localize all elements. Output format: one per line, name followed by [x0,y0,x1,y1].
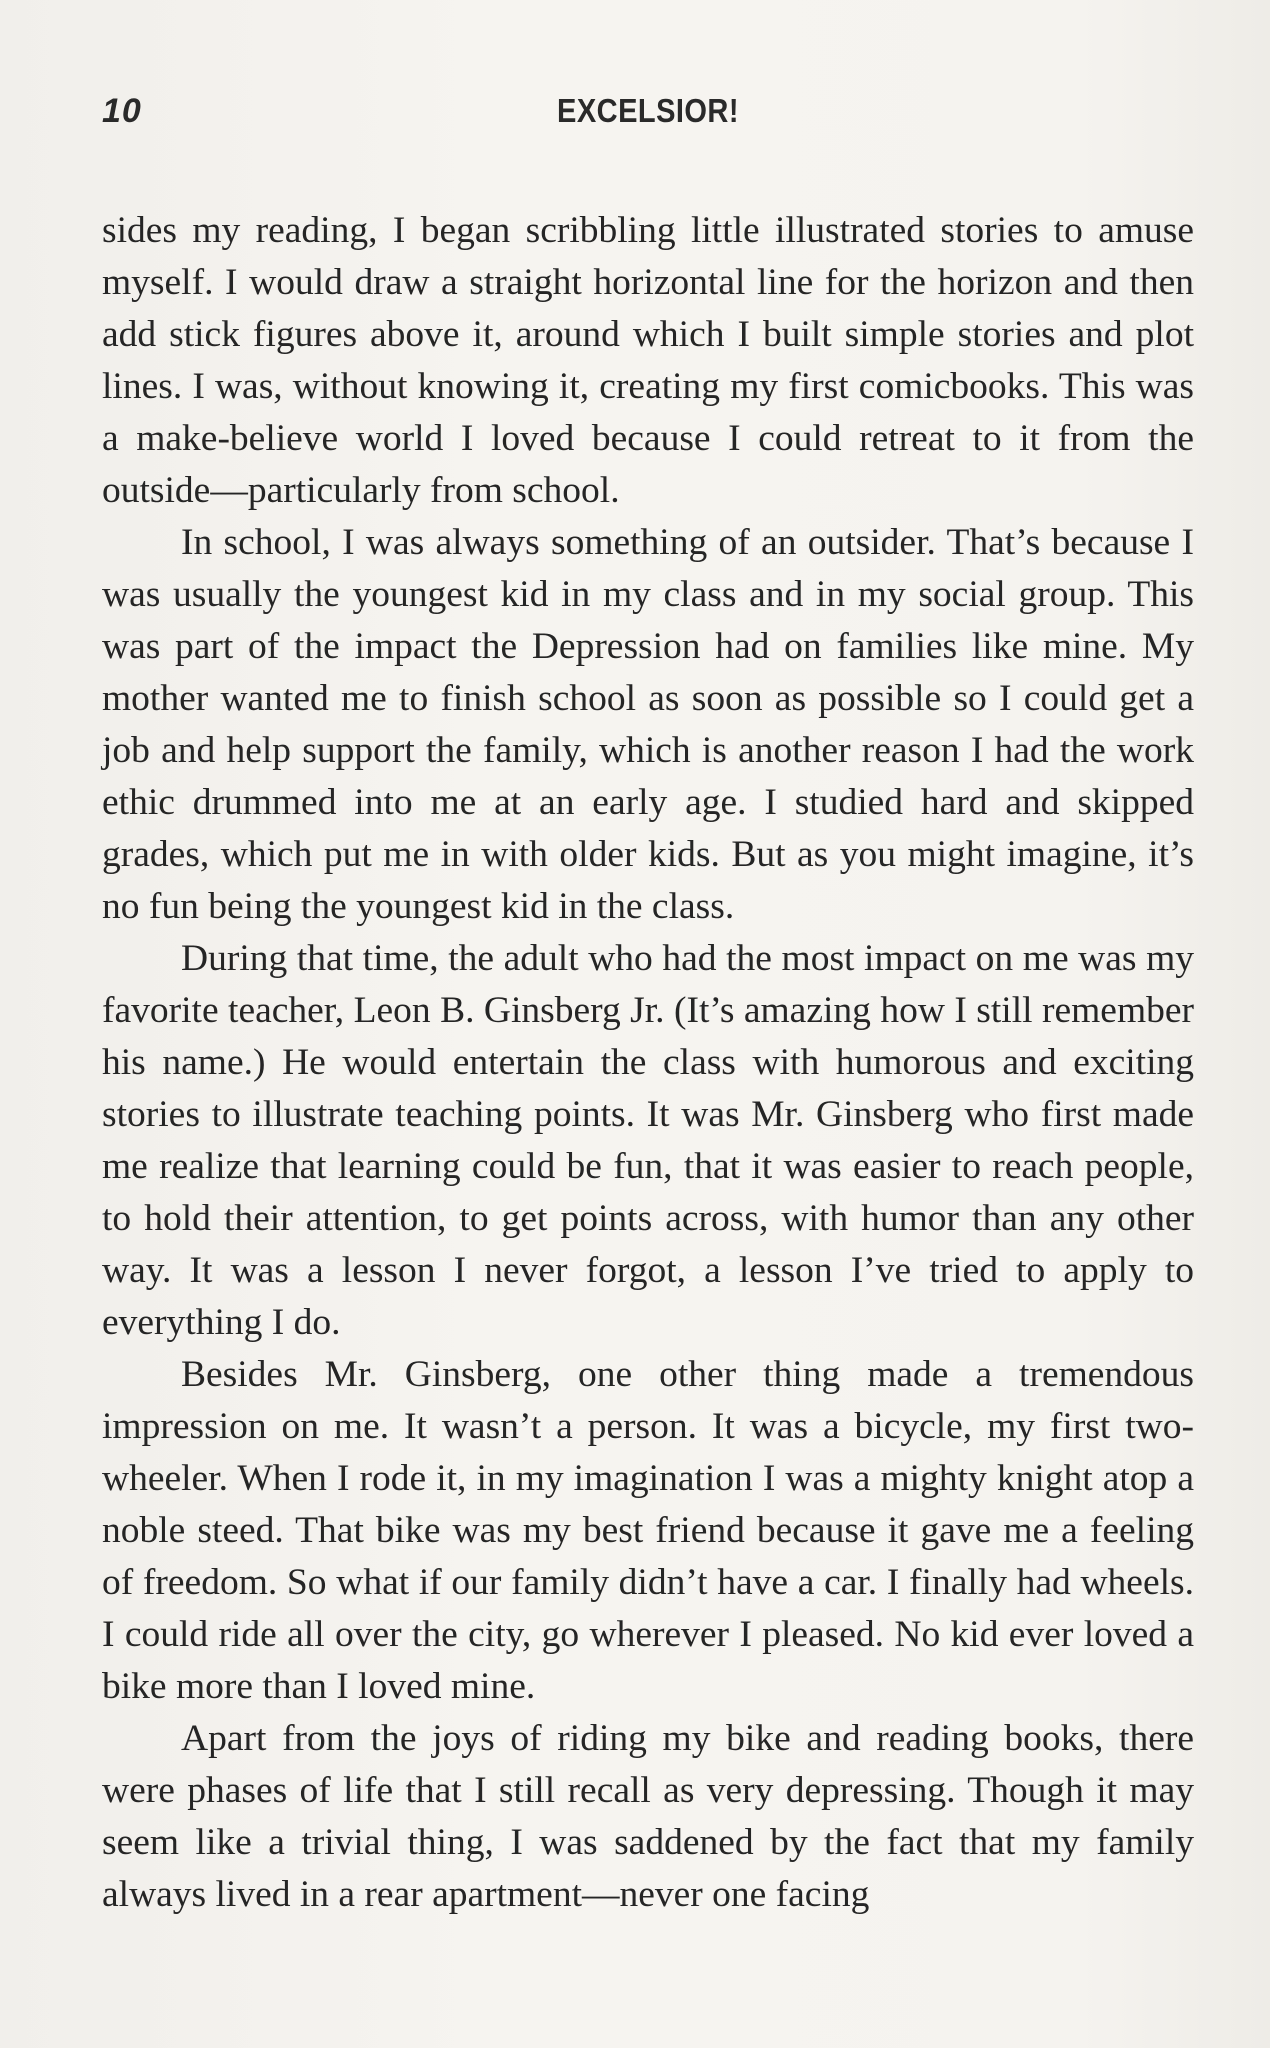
page-number: 10 [102,92,142,130]
paragraph: Apart from the joys of riding my bike and reading books, there were phases of life that I still recall as very depressing. Though it may seem like a trivial thing, I was saddened by the fact that my family always lived in a rear apartment—never one facing [102,1718,1194,1915]
body-text [102,205,1194,1921]
paragraph: In school, I was always something of an outsider. That’s because I was usually the youngest kid in my class and in my social group. This was part of the impact the Depression had on families like mine. My mother wanted me to finish school as soon as possible so I could get a job and help support the family, which is another reason I had the work ethic drummed into me at an early age. I studied hard and skipped grades, which put me in with older kids. But as you might imagine, it’s no fun being the youngest kid in the class. [102,522,1194,927]
paragraph: Besides Mr. Ginsberg, one other thing made a tremendous impression on me. It wasn’t a person. It was a bicycle, my first two-wheeler. When I rode it, in my imagination I was a mighty knight atop a noble steed. That bike was my best friend because it gave me a feeling of freedom. So what if our family didn’t have a car. I finally had wheels. I could ride all over the city, go wherever I pleased. No kid ever loved a bike more than I loved mine. [102,1354,1194,1707]
paragraph-continued: sides my reading, I began scribbling little illustrated stories to amuse myself. I would draw a straight horizontal line for the horizon and then add stick figures above it, around which I built simple stories and plot lines. I was, without knowing it, creating my first comicbooks. This was a make-believe world I loved because I could retreat to it from the outside—particularly from school. [102,210,1194,511]
paragraph: During that time, the adult who had the most impact on me was my favorite teacher, Leon B. Ginsberg Jr. (It’s amazing how I still remember his name.) He would entertain the class with humorous and exciting stories to illustrate teaching points. It was Mr. Ginsberg who first made me realize that learning could be fun, that it was easier to reach people, to hold their attention, to get points across, with humor than any other way. It was a lesson I never forgot, a lesson I’ve tried to apply to everything I do. [102,938,1194,1343]
running-head [102,92,1194,142]
book-title: EXCELSIOR! [557,92,739,129]
